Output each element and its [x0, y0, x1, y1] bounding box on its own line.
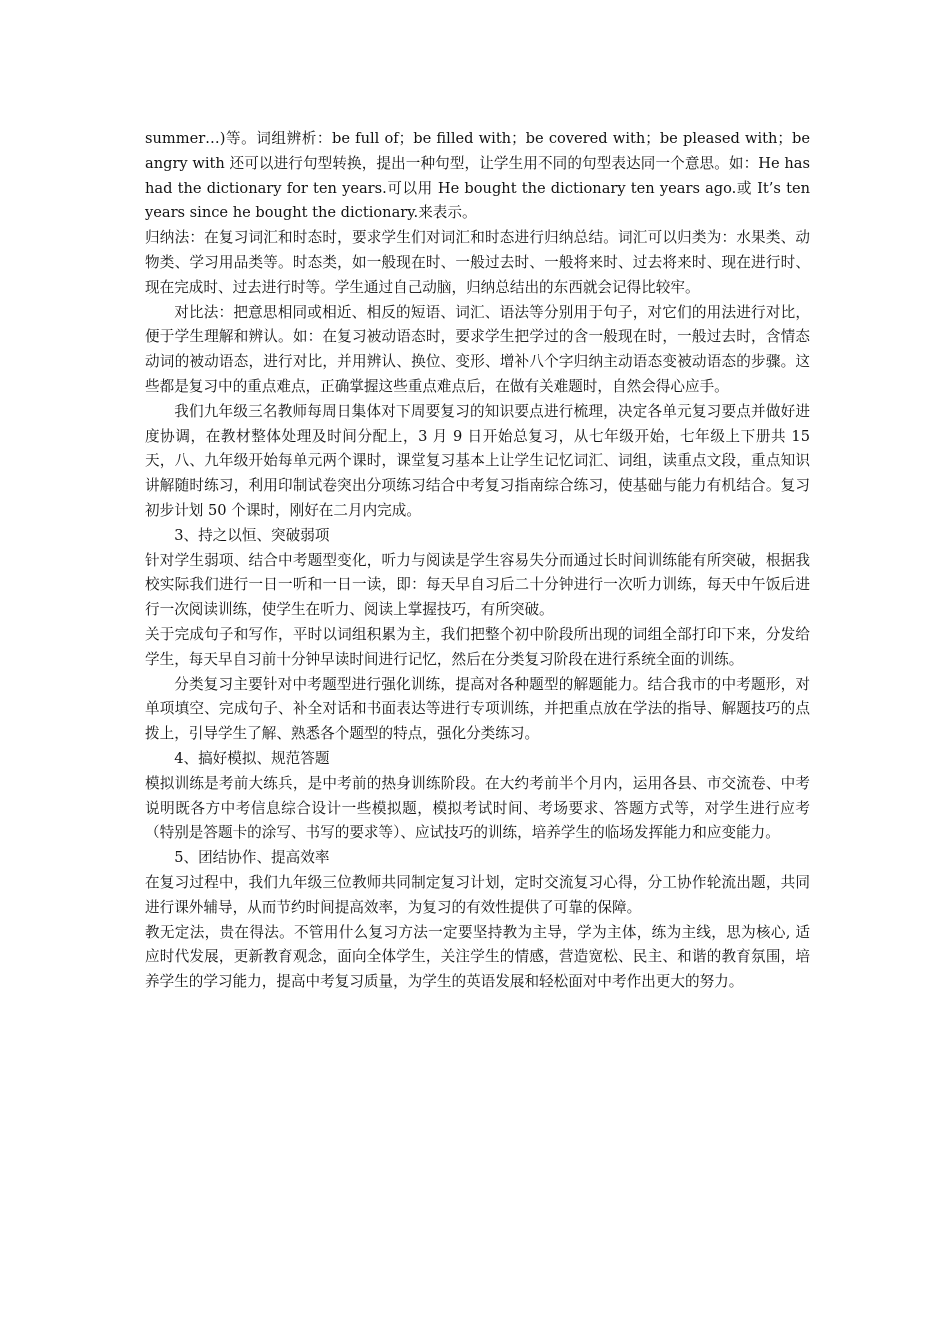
section-heading-5: 5、团结协作、提高效率 [174, 849, 330, 867]
paragraph-word-group-discrimination: summer…)等。词组辨析：be full of；be filled with；be covered with；be pleased with；be angry with 还可以进行句型转换，提出一种句型，让学生用不同的句型表达同一个意思。如：He has had the dictionary for ten years.可以用 He bought the dictionary ten years ago.或 It’s ten years since he bought the dictionary.来表示。 [145, 130, 810, 222]
paragraph-teamwork: 在复习过程中，我们九年级三位教师共同制定复习计划，定时交流复习心得，分工协作轮流出题，共同进行课外辅导，从而节约时间提高效率，为复习的有效性提供了可靠的保障。 [145, 873, 810, 916]
paragraph-category-review: 分类复习主要针对中考题型进行强化训练，提高对各种题型的解题能力。结合我市的中考题形，对单项填空、完成句子、补全对话和书面表达等进行专项训练，并把重点放在学法的指导、解题技巧的点拨上，引导学生了解、熟悉各个题型的特点，强化分类练习。 [145, 675, 810, 743]
paragraph-comparison-method: 对比法：把意思相同或相近、相反的短语、词汇、语法等分别用于句子，对它们的用法进行对比，便于学生理解和辨认。如：在复习被动语态时，要求学生把学过的含一般现在时，一般过去时，含情态动词的被动语态，进行对比，并用辨认、换位、变形、增补八个字归纳主动语态变被动语态的步骤。这些都是复习中的重点难点，正确掌握这些重点难点后，在做有关难题时，自然会得心应手。 [145, 303, 810, 395]
document-body [145, 127, 810, 995]
paragraph-conclusion: 教无定法，贵在得法。不管用什么复习方法一定要坚持教为主导，学为主体，练为主线，思为核心, 适应时代发展，更新教育观念，面向全体学生，关注学生的情感，营造宽松、民主、和谐的教育氛围，培养学生的学习能力，提高中考复习质量，为学生的英语发展和轻松面对中考作出更大的努力。 [145, 923, 810, 991]
paragraph-induction-method: 归纳法：在复习词汇和时态时，要求学生们对词汇和时态进行归纳总结。词汇可以归类为：水果类、动物类、学习用品类等。时态类，如一般现在时、一般过去时、一般将来时、过去将来时、现在进行时、现在完成时、过去进行时等。学生通过自己动脑，归纳总结出的东西就会记得比较牢。 [145, 229, 810, 296]
section-heading-4: 4、搞好模拟、规范答题 [174, 749, 330, 767]
paragraph-sentences-writing: 关于完成句子和写作，平时以词组积累为主，我们把整个初中阶段所出现的词组全部打印下来，分发给学生，每天早自习前十分钟早读时间进行记忆，然后在分类复习阶段在进行系统全面的训练。 [145, 625, 810, 668]
paragraph-listening-reading: 针对学生弱项、结合中考题型变化，听力与阅读是学生容易失分而通过长时间训练能有所突破，根据我校实际我们进行一日一听和一日一读，即：每天早自习后二十分钟进行一次听力训练，每天中午饭后进行一次阅读训练，使学生在听力、阅读上掌握技巧，有所突破。 [145, 551, 810, 619]
paragraph-weekly-planning: 我们九年级三名教师每周日集体对下周要复习的知识要点进行梳理，决定各单元复习要点并做好进度协调，在教材整体处理及时间分配上，3 月 9 日开始总复习，从七年级开始，七年级上下册共 15 天，八、九年级开始每单元两个课时，课堂复习基本上让学生记忆词汇、词组，读重点文段，重点知识讲解随时练习，利用印制试卷突出分项练习结合中考复习指南综合练习，使基础与能力有机结合。复习初步计划 50 个课时，刚好在二月内完成。 [145, 402, 810, 519]
paragraph-mock-training: 模拟训练是考前大练兵，是中考前的热身训练阶段。在大约考前半个月内，运用各县、市交流卷、中考说明既各方中考信息综合设计一些模拟题，模拟考试时间、考场要求、答题方式等，对学生进行应考（特别是答题卡的涂写、书写的要求等）、应试技巧的训练，培养学生的临场发挥能力和应变能力。 [145, 774, 810, 842]
section-heading-3: 3、持之以恒、突破弱项 [174, 526, 330, 544]
